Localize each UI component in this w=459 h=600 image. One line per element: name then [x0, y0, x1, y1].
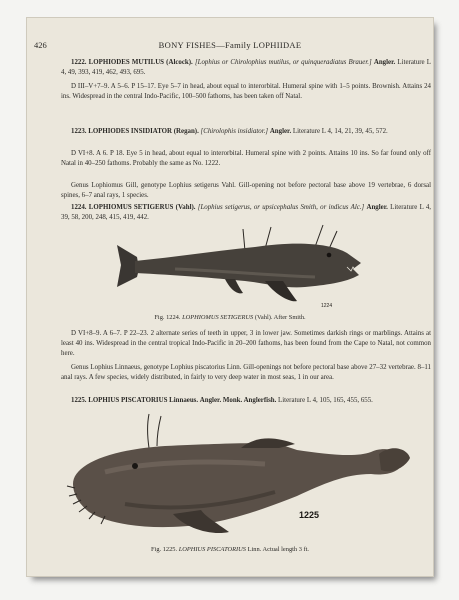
- species-name: 1222. LOPHIODES MUTILUS (Alcock).: [71, 59, 193, 66]
- species-name: 1223. LOPHIODES INSIDIATOR (Regan).: [71, 128, 199, 135]
- literature: Literature L 4, 105, 165, 455, 655.: [278, 397, 373, 404]
- fish-illustration-1225: [65, 414, 410, 539]
- common-name: Angler. Monk. Anglerfish.: [199, 397, 277, 404]
- literature: Literature L 4, 39, 58, 200, 248, 415, 419, 442.: [61, 204, 431, 221]
- entry-1225-heading: [61, 396, 431, 406]
- literature: Literature L 4, 14, 21, 39, 45, 572.: [292, 128, 388, 135]
- entry-1223-description: D VI+8. A 6. P 18. Eye 5 in head, about equal to interorbital. Humeral spine with 2 points. Attains 10 ins. So far found only off Natal in 40–250 fathoms. Probably the same as No. 1222.: [61, 150, 431, 167]
- fish-illustration-1224: [115, 223, 365, 308]
- caption-prefix: Fig. 1224.: [154, 314, 181, 321]
- entry-1224-heading: [61, 203, 431, 223]
- figure-number-1225: 1225: [299, 510, 320, 520]
- species-name: 1224. LOPHIOMUS SETIGERUS (Vahl).: [71, 204, 196, 211]
- caption-rest: (Vahl). After Smith.: [254, 314, 306, 321]
- common-name: Angler.: [373, 59, 396, 66]
- genus-lophiomus: Genus Lophiomus Gill, genotype Lophius setigerus Vahl. Gill-opening not before pectoral base above 19 vertebrae, 6 dorsal spines, 6–7 anal rays, 1 species.: [61, 182, 431, 199]
- entry-1222-heading: [61, 58, 431, 78]
- entry-1223-heading: [61, 127, 431, 137]
- figure-number-1224: 1224: [321, 303, 333, 309]
- genus-lophius: Genus Lophius Linnaeus, genotype Lophius piscatorius Linn. Gill-openings not before pectoral base above 27–32 vertebrae. 8–11 anal rays. A few species, widely distributed, in fairly to very deep water in most seas, 1 in our area.: [61, 364, 431, 381]
- caption-species: LOPHIUS PISCATORIUS: [178, 546, 246, 553]
- caption-rest: Linn. Actual length 3 ft.: [247, 546, 310, 553]
- synonyms: [Lophius or Chirolophius mutilus, or quinqueradiatus Brauer.]: [194, 59, 372, 66]
- entry-1222-description: D III–V+7–9. A 5–6. P 15–17. Eye 5–7 in head, about equal to interorbital. Humeral spine with 1–5 points. Brownish. Attains 24 ins. Widespread in the central Indo-Pacific, 100–500 fathoms, has been taken off Natal.: [61, 83, 431, 100]
- common-name: Angler.: [366, 204, 388, 211]
- synonyms: [Chirolophis insidiator.]: [200, 128, 269, 135]
- common-name: Angler.: [269, 128, 292, 135]
- caption-1225: [27, 546, 433, 553]
- caption-prefix: Fig. 1225.: [150, 546, 178, 553]
- literature: Literature L 4, 49, 393, 419, 462, 493, 695.: [61, 59, 431, 76]
- page-number: 426: [34, 40, 47, 50]
- caption-species: LOPHIOMUS SETIGERUS: [182, 314, 254, 321]
- synonyms: [Lophius setigerus, or upsicephalus Smith, or indicus Alc.]: [197, 204, 365, 211]
- caption-1224: [27, 314, 433, 321]
- book-page: [26, 17, 434, 577]
- running-title: BONY FISHES—Family LOPHIIDAE: [158, 40, 302, 50]
- running-header: [27, 40, 433, 52]
- entry-1224-description: D VI+8–9. A 6–7. P 22–23. 2 alternate series of teeth in upper, 3 in lower jaw. Sometimes darkish rings or marblings. Attains at least 40 ins. Widespread in the central tropical Indo-Pacific in 20–200 fathoms, has been found from the Cape to Natal, not common here.: [61, 330, 431, 357]
- species-name: 1225. LOPHIUS PISCATORIUS Linnaeus.: [71, 397, 199, 404]
